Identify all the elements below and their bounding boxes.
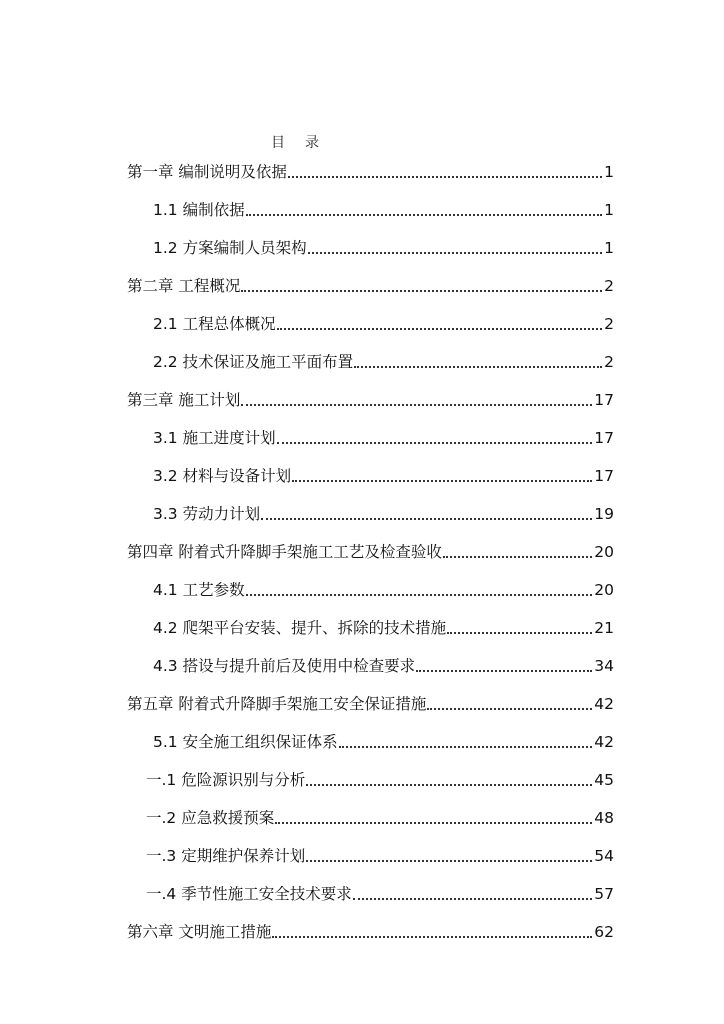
toc-entry-page: 17 <box>594 429 614 447</box>
toc-entry-sub-1[interactable] <box>146 766 614 790</box>
toc-leader-dots <box>275 808 592 828</box>
toc-leader-dots <box>277 314 603 334</box>
toc-leader-dots <box>272 922 592 942</box>
toc-entry-4-3[interactable] <box>153 652 614 676</box>
toc-entry-label: 3.1 施工进度计划 <box>153 429 276 447</box>
toc-entry-label: 一.3 定期维护保养计划 <box>146 847 306 865</box>
toc-entry-page: 17 <box>594 467 614 485</box>
toc-leader-dots <box>443 542 592 562</box>
toc-entry-label: 一.2 应急救援预案 <box>146 809 275 827</box>
toc-entry-label: 第三章 施工计划 <box>127 391 241 409</box>
toc-entry-page: 1 <box>604 163 614 181</box>
toc-entry-page: 17 <box>594 391 614 409</box>
toc-entry-page: 20 <box>594 543 614 561</box>
toc-entry-page: 2 <box>604 353 614 371</box>
toc-entry-page: 20 <box>594 581 614 599</box>
toc-title: 目录 <box>271 135 339 151</box>
toc-entry-page: 62 <box>594 923 614 941</box>
toc-entry-page: 1 <box>604 239 614 257</box>
toc-entry-chapter-5[interactable] <box>127 690 614 714</box>
toc-entry-page: 21 <box>594 619 614 637</box>
toc-entry-label: 5.1 安全施工组织保证体系 <box>153 733 338 751</box>
toc-leader-dots <box>354 352 602 372</box>
toc-entry-1-2[interactable] <box>153 234 614 258</box>
toc-leader-dots <box>339 732 593 752</box>
toc-leader-dots <box>261 504 592 524</box>
toc-entry-5-1[interactable] <box>153 728 614 752</box>
toc-entry-page: 57 <box>594 885 614 903</box>
toc-entry-page: 48 <box>594 809 614 827</box>
toc-entry-page: 45 <box>594 771 614 789</box>
toc-entry-chapter-4[interactable] <box>127 538 614 562</box>
toc-entry-3-3[interactable] <box>153 500 614 524</box>
toc-entry-label: 4.2 爬架平台安装、提升、拆除的技术措施 <box>153 619 447 637</box>
toc-leader-dots <box>292 466 592 486</box>
toc-entry-label: 3.3 劳动力计划 <box>153 505 261 523</box>
toc-leader-dots <box>306 846 592 866</box>
toc-entry-page: 1 <box>604 201 614 219</box>
toc-entry-1-1[interactable] <box>153 196 614 220</box>
toc-entry-label: 第五章 附着式升降脚手架施工安全保证措施 <box>127 695 427 713</box>
toc-entry-page: 34 <box>594 657 614 675</box>
toc-leader-dots <box>241 276 602 296</box>
toc-entry-2-2[interactable] <box>153 348 614 372</box>
toc-entry-page: 54 <box>594 847 614 865</box>
toc-entry-sub-4[interactable] <box>146 880 614 904</box>
toc-entry-label: 2.2 技术保证及施工平面布置 <box>153 353 354 371</box>
toc-leader-dots <box>246 200 603 220</box>
toc-entry-4-2[interactable] <box>153 614 614 638</box>
toc-entry-label: 1.2 方案编制人员架构 <box>153 239 307 257</box>
toc-entry-label: 一.4 季节性施工安全技术要求 <box>146 885 352 903</box>
toc-leader-dots <box>308 238 603 258</box>
toc-entry-page: 42 <box>594 733 614 751</box>
toc-entry-label: 4.3 搭设与提升前后及使用中检查要求 <box>153 657 416 675</box>
toc-entry-chapter-6[interactable] <box>127 918 614 942</box>
toc-entry-sub-3[interactable] <box>146 842 614 866</box>
toc-entry-label: 2.1 工程总体概况 <box>153 315 276 333</box>
toc-entry-page: 2 <box>604 315 614 333</box>
toc-entry-label: 第四章 附着式升降脚手架施工工艺及检查验收 <box>127 543 442 561</box>
toc-leader-dots <box>241 390 592 410</box>
toc-entry-label: 3.2 材料与设备计划 <box>153 467 292 485</box>
toc-entry-label: 第二章 工程概况 <box>127 277 241 295</box>
toc-entry-3-2[interactable] <box>153 462 614 486</box>
toc-leader-dots <box>353 884 593 904</box>
toc-entry-label: 1.1 编制依据 <box>153 201 245 219</box>
toc-entry-label: 第六章 文明施工措施 <box>127 923 272 941</box>
toc-leader-dots <box>447 618 592 638</box>
toc-entry-label: 第一章 编制说明及依据 <box>127 163 287 181</box>
toc-leader-dots <box>277 428 593 448</box>
toc-entry-page: 19 <box>594 505 614 523</box>
toc-entry-3-1[interactable] <box>153 424 614 448</box>
toc-entry-page: 2 <box>604 277 614 295</box>
toc-entry-2-1[interactable] <box>153 310 614 334</box>
toc-leader-dots <box>427 694 592 714</box>
toc-entry-chapter-3[interactable] <box>127 386 614 410</box>
toc-entry-4-1[interactable] <box>153 576 614 600</box>
toc-leader-dots <box>288 162 602 182</box>
toc-entry-chapter-2[interactable] <box>127 272 614 296</box>
toc-entry-sub-2[interactable] <box>146 804 614 828</box>
toc-entry-label: 一.1 危险源识别与分析 <box>146 771 306 789</box>
toc-entry-label: 4.1 工艺参数 <box>153 581 245 599</box>
toc-leader-dots <box>416 656 592 676</box>
toc-entry-chapter-1[interactable] <box>127 158 614 182</box>
toc-leader-dots <box>246 580 593 600</box>
toc-entry-page: 42 <box>594 695 614 713</box>
toc-leader-dots <box>306 770 592 790</box>
